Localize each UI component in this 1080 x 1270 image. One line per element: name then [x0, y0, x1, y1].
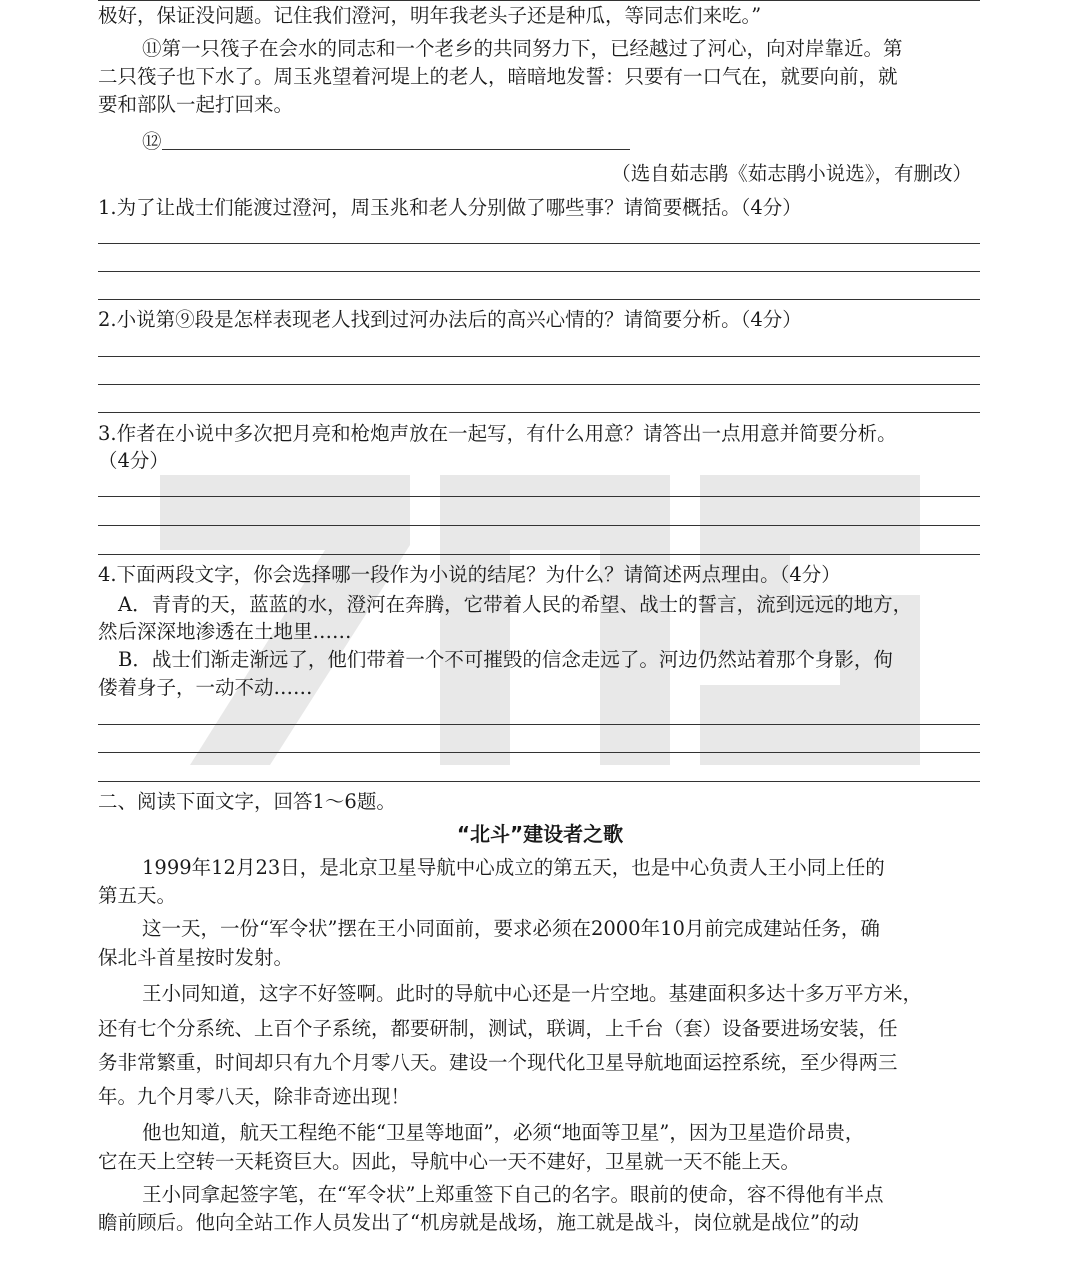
source-citation: （选自茹志鹃《茹志鹃小说选》，有删改）: [611, 162, 972, 185]
answer-line[interactable]: [98, 243, 980, 244]
paragraph-12-blank: [162, 149, 630, 150]
article-line: 王小同拿起签字笔，在“军令状”上郑重签下自己的名字。眼前的使命，容不得他有半点: [142, 1183, 884, 1206]
option-b-cont: 偻着身子，一动不动……: [98, 676, 313, 699]
article-line: 还有七个分系统、上百个子系统，都要研制，测试，联调，上千台（套）设备要进场安装，任: [98, 1017, 898, 1040]
article-line: 第五天。: [98, 884, 177, 907]
article-line: 他也知道，航天工程绝不能“卫星等地面”，必须“地面等卫星”，因为卫星造价昂贵，: [142, 1121, 865, 1144]
answer-line[interactable]: [98, 356, 980, 357]
article-line: 1999年12月23日，是北京卫星导航中心成立的第五天，也是中心负责人王小同上任的: [142, 856, 885, 879]
answer-line[interactable]: [98, 724, 980, 725]
article-line: 瞻前顾后。他向全站工作人员发出了“机房就是战场，施工就是战斗，岗位就是战位”的动: [98, 1211, 859, 1234]
article-line: 年。九个月零八天，除非奇迹出现！: [98, 1085, 411, 1108]
paragraph-11-line: 要和部队一起打回来。: [98, 93, 294, 116]
answer-line[interactable]: [98, 412, 980, 413]
paragraph-11-line: 二只筏子也下水了。周玉兆望着河堤上的老人，暗暗地发誓：只要有一口气在，就要向前，就: [98, 65, 898, 88]
section-heading: 二、阅读下面文字，回答1～6题。: [98, 790, 396, 813]
top-rule: [98, 0, 980, 1]
option-a-cont: 然后深深地渗透在土地里……: [98, 620, 352, 643]
question-1: 1.为了让战士们能渡过澄河，周玉兆和老人分别做了哪些事？请简要概括。（4分）: [98, 196, 802, 219]
article-title: “北斗”建设者之歌: [456, 822, 624, 846]
answer-line[interactable]: [98, 554, 980, 555]
answer-line[interactable]: [98, 299, 980, 300]
answer-line[interactable]: [98, 384, 980, 385]
question-3-score: （4分）: [98, 449, 169, 472]
article-line: 保北斗首星按时发射。: [98, 946, 294, 969]
answer-line[interactable]: [98, 752, 980, 753]
question-4: 4.下面两段文字，你会选择哪一段作为小说的结尾？为什么？请简述两点理由。（4分）: [98, 563, 841, 586]
paragraph-12-label: ⑫: [142, 130, 162, 153]
article-line: 务非常繁重，时间却只有九个月零八天。建设一个现代化卫星导航地面运控系统，至少得两三: [98, 1051, 898, 1074]
article-line: 它在天上空转一天耗资巨大。因此，导航中心一天不建好，卫星就一天不能上天。: [98, 1150, 801, 1173]
article-line: 王小同知道，这字不好签啊。此时的导航中心还是一片空地。基建面积多达十多万平方米，: [142, 982, 923, 1005]
option-a: A．青青的天，蓝蓝的水，澄河在奔腾，它带着人民的希望、战士的誓言，流到远远的地方，: [118, 593, 913, 616]
article-line: 这一天，一份“军令状”摆在王小同面前，要求必须在2000年10月前完成建站任务，确: [142, 917, 880, 940]
answer-line[interactable]: [98, 781, 980, 782]
question-2: 2.小说第⑨段是怎样表现老人找到过河办法后的高兴心情的？请简要分析。（4分）: [98, 308, 802, 331]
option-b: B．战士们渐走渐远了，他们带着一个不可摧毁的信念走远了。河边仍然站着那个身影，佝: [118, 648, 893, 671]
answer-line[interactable]: [98, 496, 980, 497]
answer-line[interactable]: [98, 525, 980, 526]
answer-line[interactable]: [98, 271, 980, 272]
paragraph-11-line: ⑪第一只筏子在会水的同志和一个老乡的共同努力下，已经越过了河心，向对岸靠近。第: [142, 37, 903, 60]
passage-line: 极好，保证没问题。记住我们澄河，明年我老头子还是种瓜，等同志们来吃。”: [98, 4, 762, 27]
question-3: 3.作者在小说中多次把月亮和枪炮声放在一起写，有什么用意？请答出一点用意并简要分析。: [98, 422, 897, 445]
